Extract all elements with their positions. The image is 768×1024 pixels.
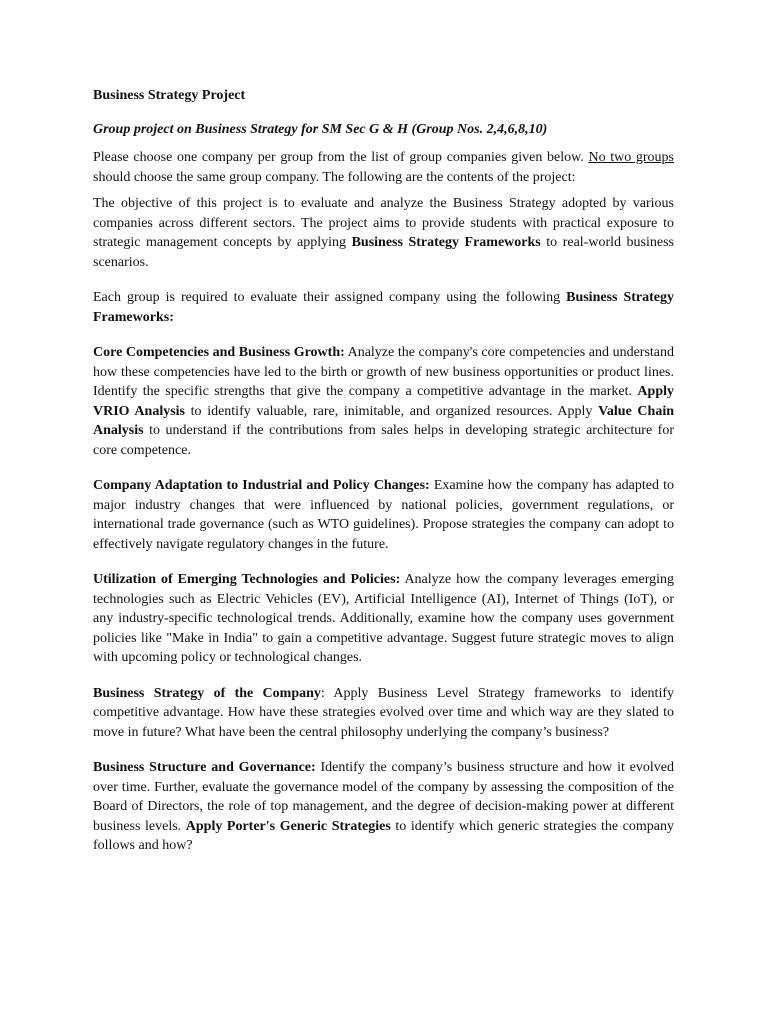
objective-text-end: to real-world business scenarios. xyxy=(93,235,674,270)
core-text-3: to understand if the contributions from sales helps in developing strategic architecture for core competence. xyxy=(93,423,674,458)
core-text-1: Analyze the company's core competencies and understand how these competencies have led to the birth or growth of new business opportunities or product lines. Identify the specific strengths that give the company a competitive advantage in the market. xyxy=(93,345,674,399)
vrio-analysis-bold: Apply VRIO Analysis xyxy=(93,384,674,419)
frameworks-intro-text: Each group is required to evaluate their assigned company using the following xyxy=(93,290,567,305)
structure-governance-section xyxy=(93,758,674,856)
intro-text-start: Please choose one company per group from the list of group companies given below. xyxy=(93,150,589,165)
value-chain-bold: Value Chain Analysis xyxy=(93,403,675,438)
adaptation-heading: Company Adaptation to Industrial and Policy Changes: xyxy=(93,478,430,493)
structure-governance-heading: Business Structure and Governance: xyxy=(93,760,316,775)
business-strategy-text: : Apply Business Level Strategy frameworks to identify competitive advantage. How have these strategies evolved over time and which way are they slated to move in future? What have been the central philosophy underlying the company’s business? xyxy=(93,685,674,740)
objective-paragraph xyxy=(93,194,674,272)
document-subtitle: Group project on Business Strategy for SM Sec G & H (Group Nos. 2,4,6,8,10) xyxy=(93,122,548,137)
core-competencies-section xyxy=(93,343,674,460)
document-title: Business Strategy Project xyxy=(93,88,246,103)
frameworks-intro-paragraph xyxy=(93,288,674,327)
emerging-tech-text: Analyze how the company leverages emerging technologies such as Electric Vehicles (EV), Artificial Intelligence (AI), Internet of Things (IoT), or any industry-specific technological trends. Additionally, examine how the company uses government policies like "Make in India" to gain a competitive advantage. Suggest future strategic moves to align with upcoming policy or technological changes. xyxy=(93,572,674,665)
objective-text-start: The objective of this project is to evaluate and analyze the Business Strategy adopted by various companies across different sectors. The project aims to provide students with practical exposure to strategic management concepts by applying xyxy=(93,196,674,250)
objective-bold-text: Business Strategy Frameworks xyxy=(351,235,541,250)
business-strategy-heading: Business Strategy of the Company xyxy=(93,685,321,701)
core-competencies-heading: Core Competencies and Business Growth: xyxy=(93,345,345,360)
intro-text-end: should choose the same group company. The following are the contents of the project: xyxy=(93,169,576,185)
emerging-tech-heading: Utilization of Emerging Technologies and Policies: xyxy=(93,572,401,587)
frameworks-intro-bold: Business Strategy Frameworks: xyxy=(93,290,674,325)
core-text-2: to identify valuable, rare, inimitable, and organized resources. Apply xyxy=(185,403,599,419)
intro-paragraph xyxy=(93,148,674,187)
intro-underlined-text: No two groups xyxy=(588,150,674,165)
adaptation-section xyxy=(93,476,674,554)
business-strategy-section xyxy=(93,684,674,743)
structure-text-1: Identify the company’s business structure and how it evolved over time. Further, evaluate the governance model of the company by assessing the composition of the Board of Directors, the role of top management, and the degree of decision-making power at different business levels. xyxy=(93,760,674,834)
adaptation-text: Examine how the company has adapted to major industry changes that were influenced by national policies, government regulations, or international trade governance (such as WTO guidelines). Propose strategies the company can adopt to effectively navigate regulatory changes in the future. xyxy=(93,478,675,552)
emerging-tech-section xyxy=(93,570,674,668)
porters-strategies-bold: Apply Porter's Generic Strategies xyxy=(185,818,391,834)
structure-text-2: to identify which generic strategies the company follows and how? xyxy=(93,818,674,853)
